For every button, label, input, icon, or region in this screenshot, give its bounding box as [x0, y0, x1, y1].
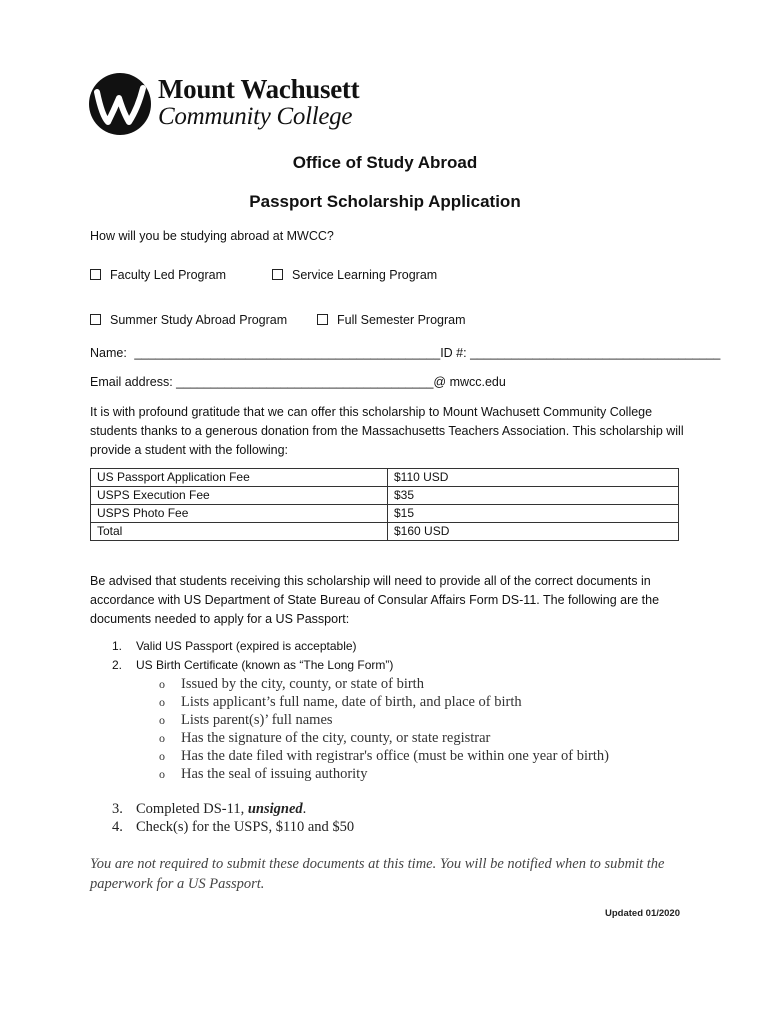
- fee-amount: $160 USD: [388, 523, 679, 541]
- sub-list-text: Has the seal of issuing authority: [181, 766, 368, 782]
- id-label: ID #:: [440, 346, 467, 360]
- id-field[interactable]: ____________________________________: [470, 346, 721, 360]
- fee-item: USPS Execution Fee: [91, 487, 388, 505]
- list-item: [112, 801, 306, 818]
- list-number: 2.: [112, 658, 123, 672]
- list-number: 4.: [112, 819, 123, 835]
- sub-list-text: Issued by the city, county, or state of birth: [181, 676, 424, 692]
- office-heading: Office of Study Abroad: [292, 153, 478, 172]
- submission-note: You are not required to submit these documents at this time. You will be notified when to submit the paperwork for a US Passport.: [90, 856, 665, 892]
- fee-amount: $110 USD: [388, 469, 679, 487]
- service-learning-label: Service Learning Program: [292, 268, 438, 282]
- option-full-semester[interactable]: [317, 313, 466, 327]
- fee-item: USPS Photo Fee: [91, 505, 388, 523]
- option-faculty-led[interactable]: [90, 268, 226, 282]
- name-id-row: [90, 346, 720, 360]
- program-question: How will you be studying abroad at MWCC?: [90, 229, 334, 243]
- bullet: o: [159, 767, 165, 781]
- table-row: [91, 505, 679, 523]
- list-number: 3.: [112, 801, 123, 817]
- sub-list-item: [159, 748, 609, 765]
- bullet: o: [159, 713, 165, 727]
- bullet: o: [159, 731, 165, 745]
- advisory-paragraph: Be advised that students receiving this scholarship will need to provide all of the correct documents in accordance with US Department of State Bureau of Consular Affairs Form DS-11. The following are the documents needed to apply for a US Passport:: [90, 574, 660, 626]
- fee-amount: $15: [388, 505, 679, 523]
- application-title: Passport Scholarship Application: [249, 192, 521, 211]
- name-field[interactable]: ____________________________________________: [134, 346, 441, 360]
- logo-line-2: Community College: [158, 103, 353, 130]
- fees-table: [90, 468, 679, 541]
- faculty-led-label: Faculty Led Program: [110, 268, 227, 282]
- email-domain: @ mwcc.edu: [433, 375, 506, 389]
- sub-list-text: Lists applicant’s full name, date of birth, and place of birth: [181, 694, 522, 710]
- fee-item: Total: [91, 523, 388, 541]
- service-learning-checkbox[interactable]: [272, 269, 283, 280]
- sub-list-text: Lists parent(s)’ full names: [181, 712, 333, 728]
- email-row: [90, 375, 506, 389]
- list-text: Valid US Passport (expired is acceptable): [136, 639, 357, 653]
- sub-list-item: [159, 676, 424, 693]
- list-item: [112, 639, 357, 653]
- list-text: Check(s) for the USPS, $110 and $50: [136, 819, 355, 835]
- sub-list-text: Has the date filed with registrar's office (must be within one year of birth): [181, 748, 609, 764]
- fee-item: US Passport Application Fee: [91, 469, 388, 487]
- table-row: [91, 523, 679, 541]
- email-label: Email address:: [90, 375, 173, 389]
- faculty-led-checkbox[interactable]: [90, 269, 101, 280]
- updated-date: Updated 01/2020: [605, 908, 680, 919]
- sub-list-item: [159, 694, 522, 711]
- list-text: Completed DS-11,: [136, 801, 248, 817]
- sub-list-text: Has the signature of the city, county, or state registrar: [181, 730, 491, 746]
- list-text-end: .: [302, 801, 307, 817]
- full-semester-checkbox[interactable]: [317, 314, 328, 325]
- list-item: [112, 819, 354, 836]
- table-row: [91, 487, 679, 505]
- intro-paragraph: It is with profound gratitude that we can offer this scholarship to Mount Wachusett Community College students thanks to a generous donation from the Massachusetts Teachers Association. This scholarship will provide a student with the following:: [90, 405, 684, 457]
- sub-list-item: [159, 766, 367, 783]
- unsigned-emphasis: unsigned: [247, 801, 303, 817]
- list-text: US Birth Certificate (known as “The Long Form”): [136, 658, 394, 672]
- logo-line-1: Mount Wachusett: [158, 74, 360, 104]
- name-label: Name:: [90, 346, 127, 360]
- fee-amount: $35: [388, 487, 679, 505]
- full-semester-label: Full Semester Program: [337, 313, 466, 327]
- list-number: 1.: [112, 639, 123, 653]
- option-summer[interactable]: [90, 313, 287, 327]
- college-logo: [88, 72, 360, 136]
- mwcc-w-logo-icon: [88, 72, 152, 136]
- bullet: o: [159, 749, 165, 763]
- summer-label: Summer Study Abroad Program: [110, 313, 288, 327]
- list-item: [112, 658, 393, 672]
- sub-list-item: [159, 712, 333, 729]
- summer-checkbox[interactable]: [90, 314, 101, 325]
- email-field[interactable]: _____________________________________: [176, 375, 434, 389]
- bullet: o: [159, 677, 165, 691]
- option-service-learning[interactable]: [272, 268, 437, 282]
- sub-list-item: [159, 730, 490, 747]
- table-row: [91, 469, 679, 487]
- bullet: o: [159, 695, 165, 709]
